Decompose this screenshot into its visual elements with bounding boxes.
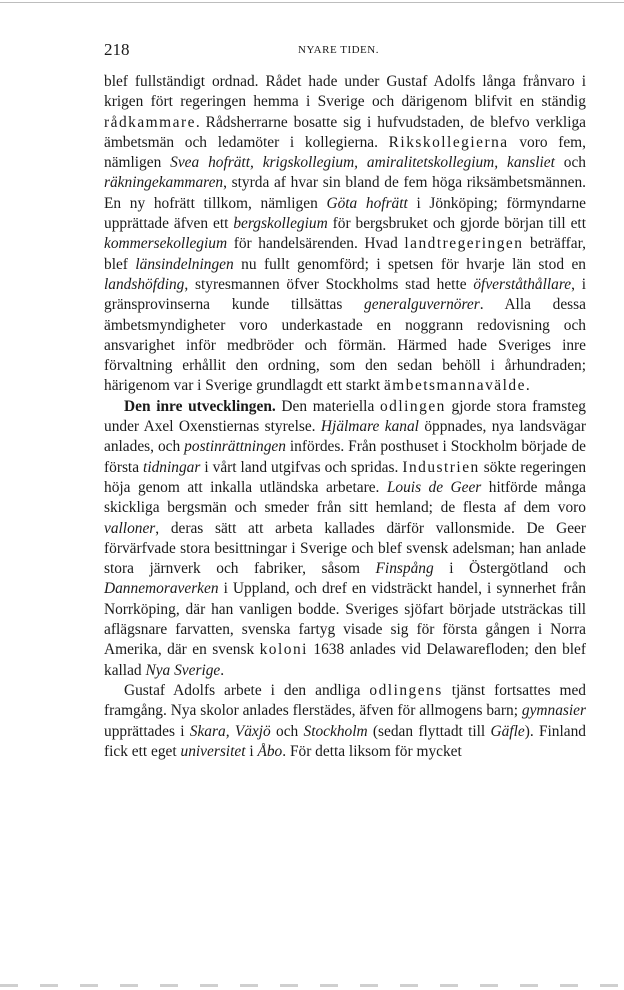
text-run: Den materiella bbox=[275, 397, 380, 415]
running-head: NYARE TIDEN. bbox=[298, 44, 379, 56]
text-run: i Uppland, och dref en vidsträckt handel, i synnerhet från Norrköping, där han vanligen bodde. Sveriges sjöfart började utsträckas till aflägsnare farvatten, svenska fartyg visade sig för första gången i Norra Amerika, där en svensk bbox=[104, 580, 586, 659]
italic-term: Stockholm bbox=[303, 722, 368, 740]
text-run: blef fullständigt ordnad. Rådet hade under Gustaf Adolfs långa frånvaro i krigen fört regeringen hemma i Sverige och därigenom blifvit en ständig bbox=[104, 73, 586, 111]
text-run: voro fem, nämligen bbox=[104, 133, 586, 172]
paragraph-rikskollegierna bbox=[104, 72, 586, 397]
spaced-term: rådkammare bbox=[104, 113, 196, 131]
italic-term: Hjälmare kanal bbox=[320, 418, 419, 436]
text-run: i Jönköping; förmyndarne upprättade äfven ett bbox=[104, 194, 586, 233]
italic-term: tidningar bbox=[143, 458, 201, 476]
text-run: sökte regeringen höja genom att inkalla utländska arbetare. bbox=[104, 458, 587, 496]
italic-term: Nya Sverige bbox=[145, 661, 221, 679]
text-run: , deras sätt att arbeta kallades därför vallonsmide. De Geer förvärfvade stora besittningar i Sverige och blef svensk adelsman; han anlade stora järnverk och fabriker, såsom bbox=[104, 519, 586, 578]
italic-term: generalguvernörer bbox=[364, 296, 480, 314]
bottom-scan-marks bbox=[0, 984, 624, 987]
paragraph-inre-utvecklingen bbox=[104, 397, 586, 681]
text-run: 1638 anlades vid Delawarefloden; den blef kallad bbox=[104, 641, 586, 679]
italic-term: bergskollegium bbox=[233, 215, 328, 233]
italic-term: Skara, Växjö bbox=[189, 722, 271, 740]
italic-term: universitet bbox=[180, 742, 246, 760]
text-run: i bbox=[245, 742, 258, 760]
text-run: för handelsärenden. Hvad bbox=[227, 235, 405, 253]
text-run: och bbox=[270, 722, 304, 740]
text-run: (sedan flyttadt till bbox=[367, 722, 491, 740]
text-run: , i gränsprovinserna kunde tillsättas bbox=[104, 275, 586, 314]
text-run: gjorde stora framsteg under Axel Oxenstiernas styrelse. bbox=[104, 397, 586, 436]
body-text bbox=[104, 72, 586, 762]
italic-term: Louis de Geer bbox=[386, 478, 482, 496]
italic-term: Dannemoraverken bbox=[104, 580, 219, 598]
spaced-term: ämbetsmannavälde bbox=[383, 377, 526, 395]
text-run: tjänst fortsattes med framgång. Nya skolor anlades flerstädes, äfven för allmogens barn; bbox=[104, 681, 586, 720]
italic-term: Svea hofrätt, krigskollegium, amiralitetskollegium, kansliet bbox=[170, 154, 555, 172]
spaced-term: odlingen bbox=[379, 397, 446, 415]
italic-term: Gäfle bbox=[490, 722, 525, 740]
text-run: för bergsbruket och gjorde början till ett bbox=[327, 215, 586, 233]
italic-term: Åbo bbox=[257, 742, 283, 760]
italic-term: Göta hofrätt bbox=[326, 194, 408, 212]
text-run: . Alla dessa ämbetsmyndigheter voro underkastade en noggrann redovisning och ansvarighet inför medbröder och förmän. Härmed hade Sveriges inre förvaltning erhållit den ordning, som den sedan behöll i århundraden; härigenom var i Sverige grundlagdt ett starkt bbox=[104, 296, 586, 395]
italic-term: postinrättningen bbox=[184, 438, 286, 456]
italic-term: öfverståthållare bbox=[473, 275, 572, 293]
text-run: . bbox=[525, 377, 530, 395]
text-run: i Östergötland och bbox=[433, 560, 586, 578]
italic-term: kommersekollegium bbox=[104, 235, 228, 253]
italic-term: räkningekammaren bbox=[104, 174, 224, 192]
text-run: infördes. Från posthuset i Stockholm började de första bbox=[104, 438, 587, 476]
text-run: i vårt land utgifvas och spridas. bbox=[200, 458, 403, 476]
text-run: öppnades, nya landsvägar anlades, och bbox=[104, 418, 586, 456]
spaced-term: Rikskollegierna bbox=[388, 133, 509, 151]
spaced-term: koloni bbox=[259, 641, 308, 659]
text-run: och bbox=[554, 154, 586, 172]
text-run: , styrda af hvar sin bland de fem höga riksämbetsmännen. En ny hofrätt tillkom, nämligen bbox=[104, 174, 586, 212]
page-number: 218 bbox=[104, 40, 130, 59]
spaced-term: Industrien bbox=[402, 458, 480, 476]
text-run: ). Finland fick ett eget bbox=[104, 722, 586, 760]
spaced-term: odlingens bbox=[369, 681, 443, 699]
text-run: . För detta liksom för mycket bbox=[282, 742, 462, 760]
text-run: , styresmannen öfver Stockholms stad hette bbox=[184, 275, 474, 293]
text-run: hitförde många skickliga bergsmän och smeder från sitt hemland; de flesta af dem voro bbox=[104, 478, 586, 517]
spaced-term: landtregeringen bbox=[404, 235, 524, 253]
text-run: beträffar, blef bbox=[104, 235, 586, 273]
text-run: . Rådsherrarne bosatte sig i hufvudstaden, de blefvo verkliga ämbetsmän och ledamöter i kollegierna. bbox=[104, 113, 586, 151]
italic-term: Finspång bbox=[375, 560, 434, 578]
italic-term: valloner bbox=[104, 519, 156, 537]
text-run: nu fullt genomförd; i spetsen för hvarje län stod en bbox=[233, 255, 586, 273]
section-heading: Den inre utvecklingen. bbox=[124, 397, 276, 415]
paragraph-andliga-odlingen bbox=[104, 681, 586, 762]
italic-term: landshöfding bbox=[104, 275, 185, 293]
text-run: . bbox=[220, 661, 225, 679]
text-run: upprättades i bbox=[104, 722, 190, 740]
text-run: Gustaf Adolfs arbete i den andliga bbox=[124, 681, 370, 699]
top-scan-rule bbox=[0, 2, 624, 3]
italic-term: gymnasier bbox=[521, 702, 586, 720]
italic-term: länsindelningen bbox=[135, 255, 234, 273]
